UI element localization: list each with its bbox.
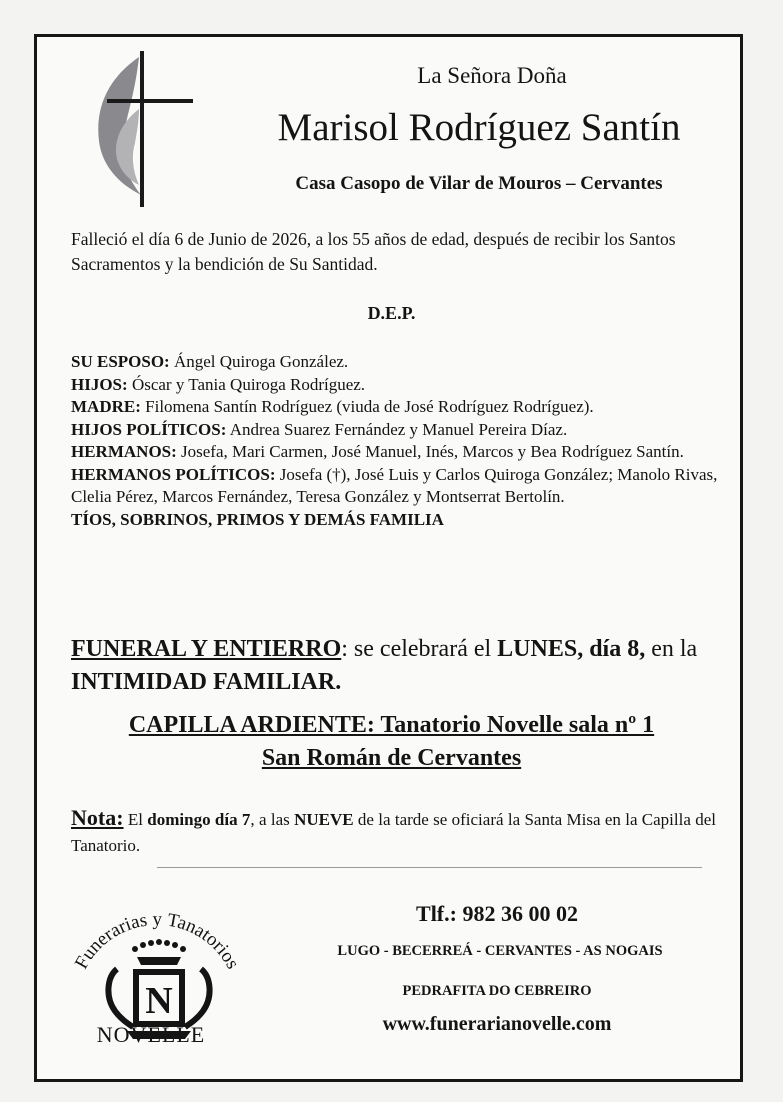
family-item: MADRE: Filomena Santín Rodríguez (viuda de José Rodríguez Rodríguez).: [71, 397, 594, 416]
capilla-ardiente: [37, 709, 746, 775]
family-item: HERMANOS: Josefa, Mari Carmen, José Manuel, Inés, Marcos y Bea Rodríguez Santín.: [71, 442, 684, 461]
deceased-name: Marisol Rodríguez Santín: [277, 106, 681, 149]
obituary-frame: [34, 34, 743, 1082]
capilla-line-1: CAPILLA ARDIENTE: Tanatorio Novelle sala nº 1: [128, 712, 655, 738]
family-item: HIJOS POLÍTICOS: Andrea Suarez Fernández y Manuel Pereira Díaz.: [71, 419, 568, 439]
logo-name: NOVELLE: [96, 1022, 206, 1047]
locations: LUGO - BECERREÁ - CERVANTES - AS NOGAIS: [337, 943, 663, 959]
location-pedrafita: PEDRAFITA DO CEBREIRO: [402, 983, 592, 999]
note: Nota: El domingo día 7, a las NUEVE de la tarde se oficiará la Santa Misa en la Capilla del Tanatorio.: [71, 805, 716, 855]
funeral-label: FUNERAL Y ENTIERRO: [71, 636, 342, 662]
logo-arc-text: Funerarias y Tanatorios: [70, 908, 244, 973]
phone-number: Tlf.: 982 36 00 02: [416, 901, 578, 926]
family-list: [71, 351, 721, 531]
residence: Casa Casopo de Vilar de Mouros – Cervantes: [295, 173, 663, 194]
family-item: HERMANOS POLÍTICOS: Josefa (†), José Luis y Carlos Quiroga González; Manolo Rivas, Clelia Pérez, Marcos Fernández, Teresa González y Montserrat Bertolín.: [71, 464, 718, 506]
note-label: Nota:: [71, 805, 124, 830]
dep-line: D.E.P.: [367, 303, 416, 323]
cross-flame-icon: [69, 49, 199, 209]
family-item: HIJOS: Óscar y Tania Quiroga Rodríguez.: [71, 374, 366, 394]
family-item: TÍOS, SOBRINOS, PRIMOS Y DEMÁS FAMILIA: [71, 509, 444, 529]
logo-letter: N: [145, 980, 173, 1022]
capilla-line-2: San Román de Cervantes: [261, 745, 522, 771]
honorific: La Señora Doña: [417, 63, 567, 88]
website-link[interactable]: www.funerarianovelle.com: [382, 1013, 612, 1035]
death-announcement: Falleció el día 6 de Junio de 2026, a los 55 años de edad, después de recibir los Santos Sacramentos y la bendición de Su Santidad.: [71, 229, 676, 274]
funeral-info: FUNERAL Y ENTIERRO: se celebrará el LUNES, día 8, en la INTIMIDAD FAMILIAR.: [71, 636, 698, 695]
footer-divider: [157, 867, 702, 868]
family-item: SU ESPOSO: Ángel Quiroga González.: [71, 352, 349, 371]
